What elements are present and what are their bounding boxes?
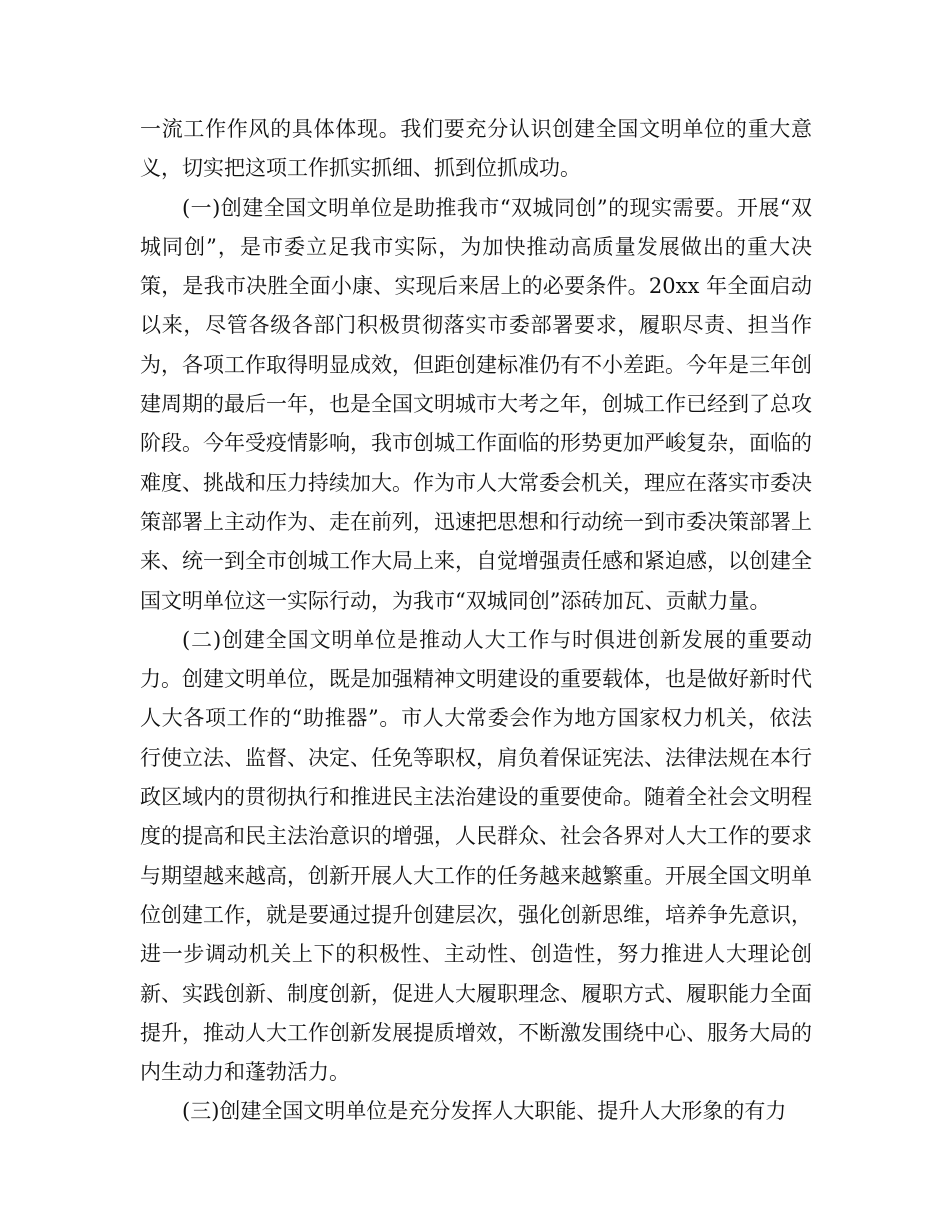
paragraph-section-3: (三)创建全国文明单位是充分发挥人大职能、提升人大形象的有力 <box>182 1099 787 1124</box>
document-body <box>140 110 812 1132</box>
paragraph-section-1: (一)创建全国文明单位是助推我市“双城同创”的现实需要。开展“双城同创”，是市委立足我市实际，为加快推动高质量发展做出的重大决策，是我市决胜全面小康、实现后来居上的必要条件。20xx 年全面启动以来，尽管各级各部门积极贯彻落实市委部署要求，履职尽责、担当作为，各项工作取得明显成效，但距创建标准仍有不小差距。今年是三年创建周期的最后一年，也是全国文明城市大考之年，创城工作已经到了总攻阶段。今年受疫情影响，我市创城工作面临的形势更加严峻复杂，面临的难度、挑战和压力持续加大。作为市人大常委会机关，理应在落实市委决策部署上主动作为、走在前列，迅速把思想和行动统一到市委决策部署上来、统一到全市创城工作大局上来，自觉增强责任感和紧迫感，以创建全国文明单位这一实际行动，为我市“双城同创”添砖加瓦、贡献力量。 <box>140 195 812 613</box>
paragraph-continuation: 一流工作作风的具体体现。我们要充分认识创建全国文明单位的重大意义，切实把这项工作抓实抓细、抓到位抓成功。 <box>140 117 812 181</box>
paragraph-section-2: (二)创建全国文明单位是推动人大工作与时俱进创新发展的重要动力。创建文明单位，既是加强精神文明建设的重要载体，也是做好新时代人大各项工作的“助推器”。市人大常委会作为地方国家权力机关，依法行使立法、监督、决定、任免等职权，肩负着保证宪法、法律法规在本行政区域内的贯彻执行和推进民主法治建设的重要使命。随着全社会文明程度的提高和民主法治意识的增强，人民群众、社会各界对人大工作的要求与期望越来越高，创新开展人大工作的任务越来越繁重。开展全国文明单位创建工作，就是要通过提升创建层次，强化创新思维，培养争先意识，进一步调动机关上下的积极性、主动性、创造性，努力推进人大理论创新、实践创新、制度创新，促进人大履职理念、履职方式、履职能力全面提升，推动人大工作创新发展提质增效，不断激发围绕中心、服务大局的内生动力和蓬勃活力。 <box>140 627 812 1085</box>
